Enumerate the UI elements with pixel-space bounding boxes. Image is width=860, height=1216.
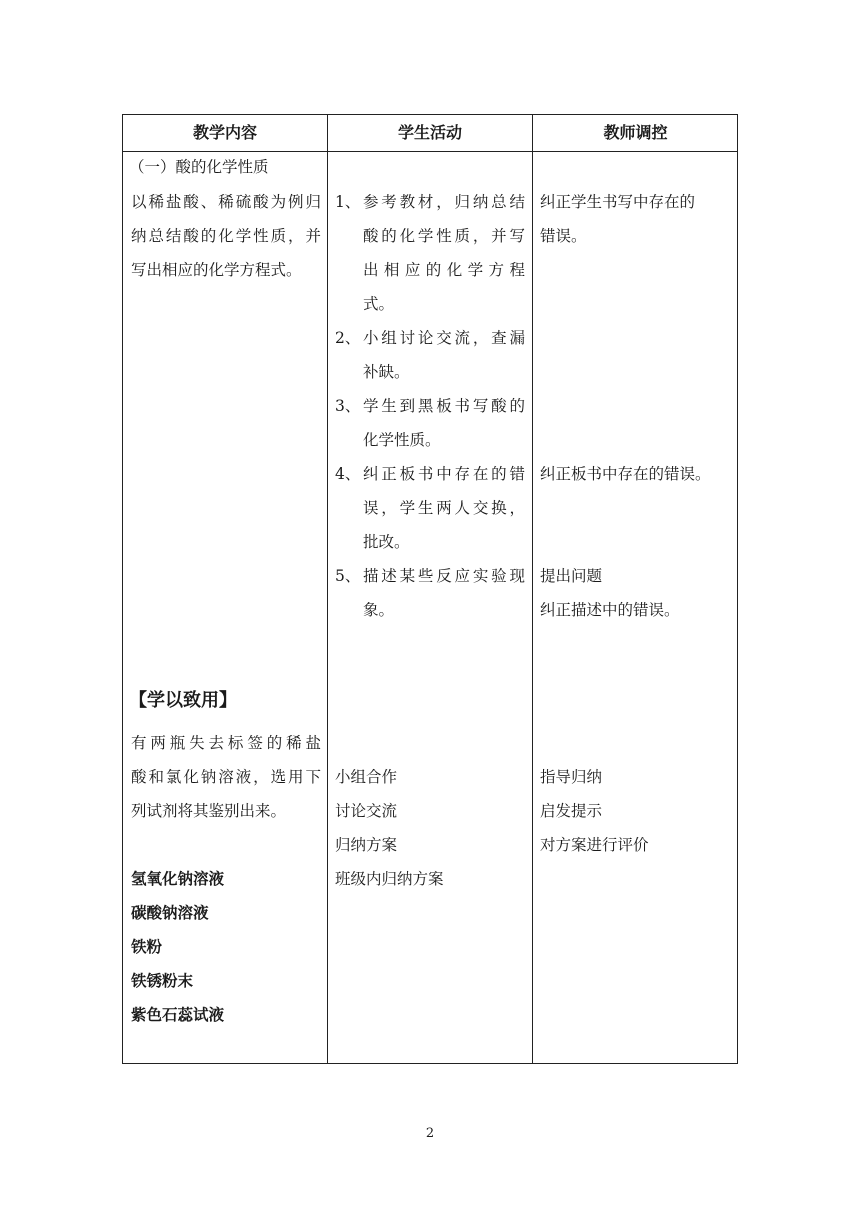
activity-item-line: 误，学生两人交换， — [363, 499, 525, 517]
content-line: 列试剂将其鉴别出来。 — [131, 802, 287, 820]
content-line: 有两瓶失去标签的稀盐 — [131, 734, 321, 752]
column-divider — [327, 115, 328, 1063]
activity-item-number: 3、 — [335, 397, 361, 415]
teacher-control-line: 纠正描述中的错误。 — [540, 601, 680, 619]
lesson-table — [122, 114, 738, 1064]
activity-item-line: 小组讨论交流，查漏 — [363, 329, 525, 347]
reagent-item: 碳酸钠溶液 — [131, 904, 209, 922]
content-line: 酸和氯化钠溶液，选用下 — [131, 768, 321, 786]
activity-item-line: 象。 — [363, 601, 395, 619]
header-teacher-control: 教师调控 — [603, 123, 668, 142]
activity-item-line: 酸的化学性质，并写 — [363, 227, 525, 245]
activity-item-line: 化学性质。 — [363, 431, 441, 449]
column-divider — [532, 115, 533, 1063]
group-activity: 小组合作 — [335, 768, 398, 786]
teacher-control-line: 指导归纳 — [540, 768, 603, 786]
group-activity: 归纳方案 — [335, 836, 398, 854]
activity-item-line: 出相应的化学方程 — [363, 261, 525, 279]
header-teaching-content: 教学内容 — [192, 123, 257, 142]
teacher-control-line: 提出问题 — [540, 567, 603, 585]
group-activity: 班级内归纳方案 — [335, 870, 444, 888]
reagent-item: 铁粉 — [131, 938, 163, 956]
teacher-control-line: 对方案进行评价 — [540, 836, 649, 854]
activity-item-number: 4、 — [335, 465, 361, 483]
section-title-application: 【学以致用】 — [129, 690, 237, 711]
teacher-control-line: 纠正学生书写中存在的 — [540, 193, 696, 211]
activity-item-number: 2、 — [335, 329, 361, 347]
activity-item-line: 批改。 — [363, 533, 410, 551]
teacher-control-line: 启发提示 — [540, 802, 603, 820]
reagent-item: 氢氧化钠溶液 — [131, 870, 225, 888]
content-line: 以稀盐酸、稀硫酸为例归 — [131, 193, 321, 211]
reagent-item: 紫色石蕊试液 — [131, 1006, 225, 1024]
activity-item-line: 式。 — [363, 295, 395, 313]
teacher-control-line: 错误。 — [540, 227, 587, 245]
activity-item-line: 纠正板书中存在的错 — [363, 465, 525, 483]
activity-item-line: 补缺。 — [363, 363, 410, 381]
activity-item-line: 学生到黑板书写酸的 — [363, 397, 525, 415]
header-divider — [123, 151, 737, 152]
activity-item-line: 参考教材，归纳总结 — [363, 193, 525, 211]
reagent-item: 铁锈粉末 — [131, 972, 194, 990]
teacher-control-line: 纠正板书中存在的错误。 — [540, 465, 711, 483]
activity-item-number: 5、 — [335, 567, 361, 585]
header-student-activity: 学生活动 — [397, 123, 462, 142]
content-line: 写出相应的化学方程式。 — [131, 261, 302, 279]
group-activity: 讨论交流 — [335, 802, 398, 820]
activity-item-number: 1、 — [335, 193, 361, 211]
page-number: 2 — [425, 1126, 435, 1141]
activity-item-line: 描述某些反应实验现 — [363, 567, 525, 585]
section-heading-acid-properties: （一）酸的化学性质 — [129, 158, 269, 176]
content-line: 纳总结酸的化学性质，并 — [131, 227, 321, 245]
